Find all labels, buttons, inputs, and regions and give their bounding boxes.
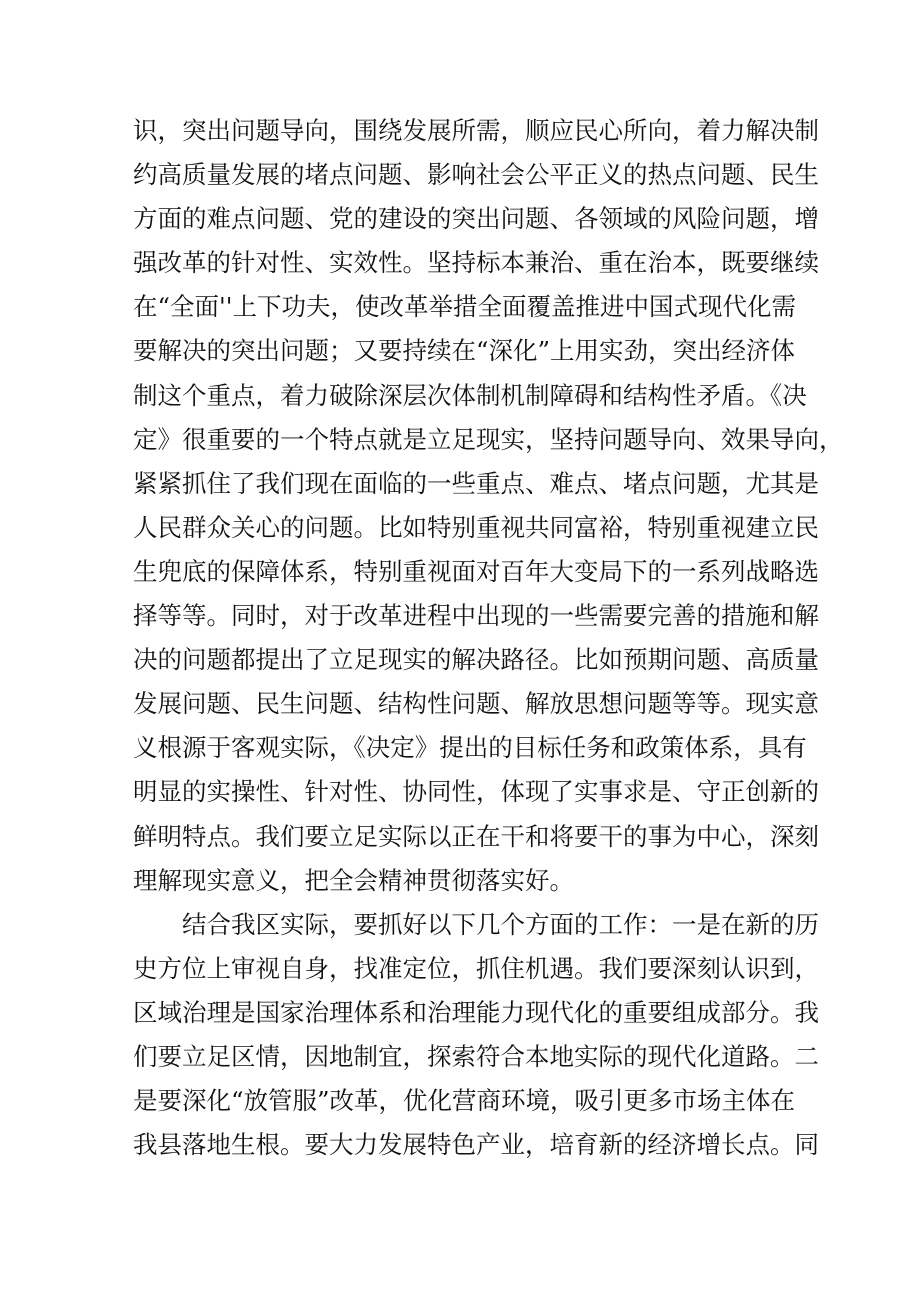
text-line: 制这个重点，着力破除深层次体制机制障碍和结构性矛盾。《决 [133, 380, 807, 410]
text-line: 强改革的针对性、实效性。坚持标本兼治、重在治本，既要继续 [133, 248, 819, 278]
text-line: 决的问题都提出了立足现实的解决路径。比如预期问题、高质量 [133, 645, 819, 675]
text-line: 明显的实操性、针对性、协同性，体现了实事求是、守正创新的 [133, 777, 819, 807]
text-line: 在“全面''上下功夫，使改革举措全面覆盖推进中国式现代化需 [133, 292, 796, 322]
text-line: 定》很重要的一个特点就是立足现实，坚持问题导向、效果导向， [133, 424, 844, 454]
text-line: 是要深化“放管服”改革，优化营商环境，吸引更多市场主体在 [133, 1086, 796, 1116]
text-line: 义根源于客观实际，《决定》提出的目标任务和政策体系，具有 [133, 733, 807, 763]
text-line: 紧紧抓住了我们现在面临的一些重点、难点、堵点问题，尤其是 [133, 468, 819, 498]
text-line: 区域治理是国家治理体系和治理能力现代化的重要组成部分。我 [133, 997, 819, 1027]
text-line: 结合我区实际，要抓好以下几个方面的工作：一是在新的历 [182, 909, 819, 939]
text-line: 人民群众关心的问题。比如特别重视共同富裕，特别重视建立民 [133, 512, 819, 542]
text-line: 发展问题、民生问题、结构性问题、解放思想问题等等。现实意 [133, 689, 819, 719]
text-line: 史方位上审视自身，找准定位，抓住机遇。我们要深刻认识到， [133, 953, 819, 983]
text-line: 要解决的突出问题；又要持续在“深化”上用实劲，突出经济体 [133, 336, 796, 366]
document-body [133, 109, 844, 1167]
text-line: 我县落地生根。要大力发展特色产业，培育新的经济增长点。同 [133, 1130, 819, 1160]
text-line: 择等等。同时，对于改革进程中出现的一些需要完善的措施和解 [133, 601, 819, 631]
paragraph-1 [133, 109, 844, 903]
text-line: 约高质量发展的堵点问题、影响社会公平正义的热点问题、民生 [133, 160, 819, 190]
paragraph-2 [133, 903, 819, 1168]
text-line: 生兜底的保障体系，特别重视面对百年大变局下的一系列战略选 [133, 556, 819, 586]
text-line: 鲜明特点。我们要立足实际以正在干和将要干的事为中心，深刻 [133, 821, 819, 851]
text-line: 理解现实意义，把全会精神贯彻落实好。 [133, 865, 574, 895]
text-line: 方面的难点问题、党的建设的突出问题、各领域的风险问题，增 [133, 204, 819, 234]
text-line: 们要立足区情，因地制宜，探索符合本地实际的现代化道路。二 [133, 1041, 819, 1071]
text-line: 识，突出问题导向，围绕发展所需，顺应民心所向，着力解决制 [133, 116, 819, 145]
